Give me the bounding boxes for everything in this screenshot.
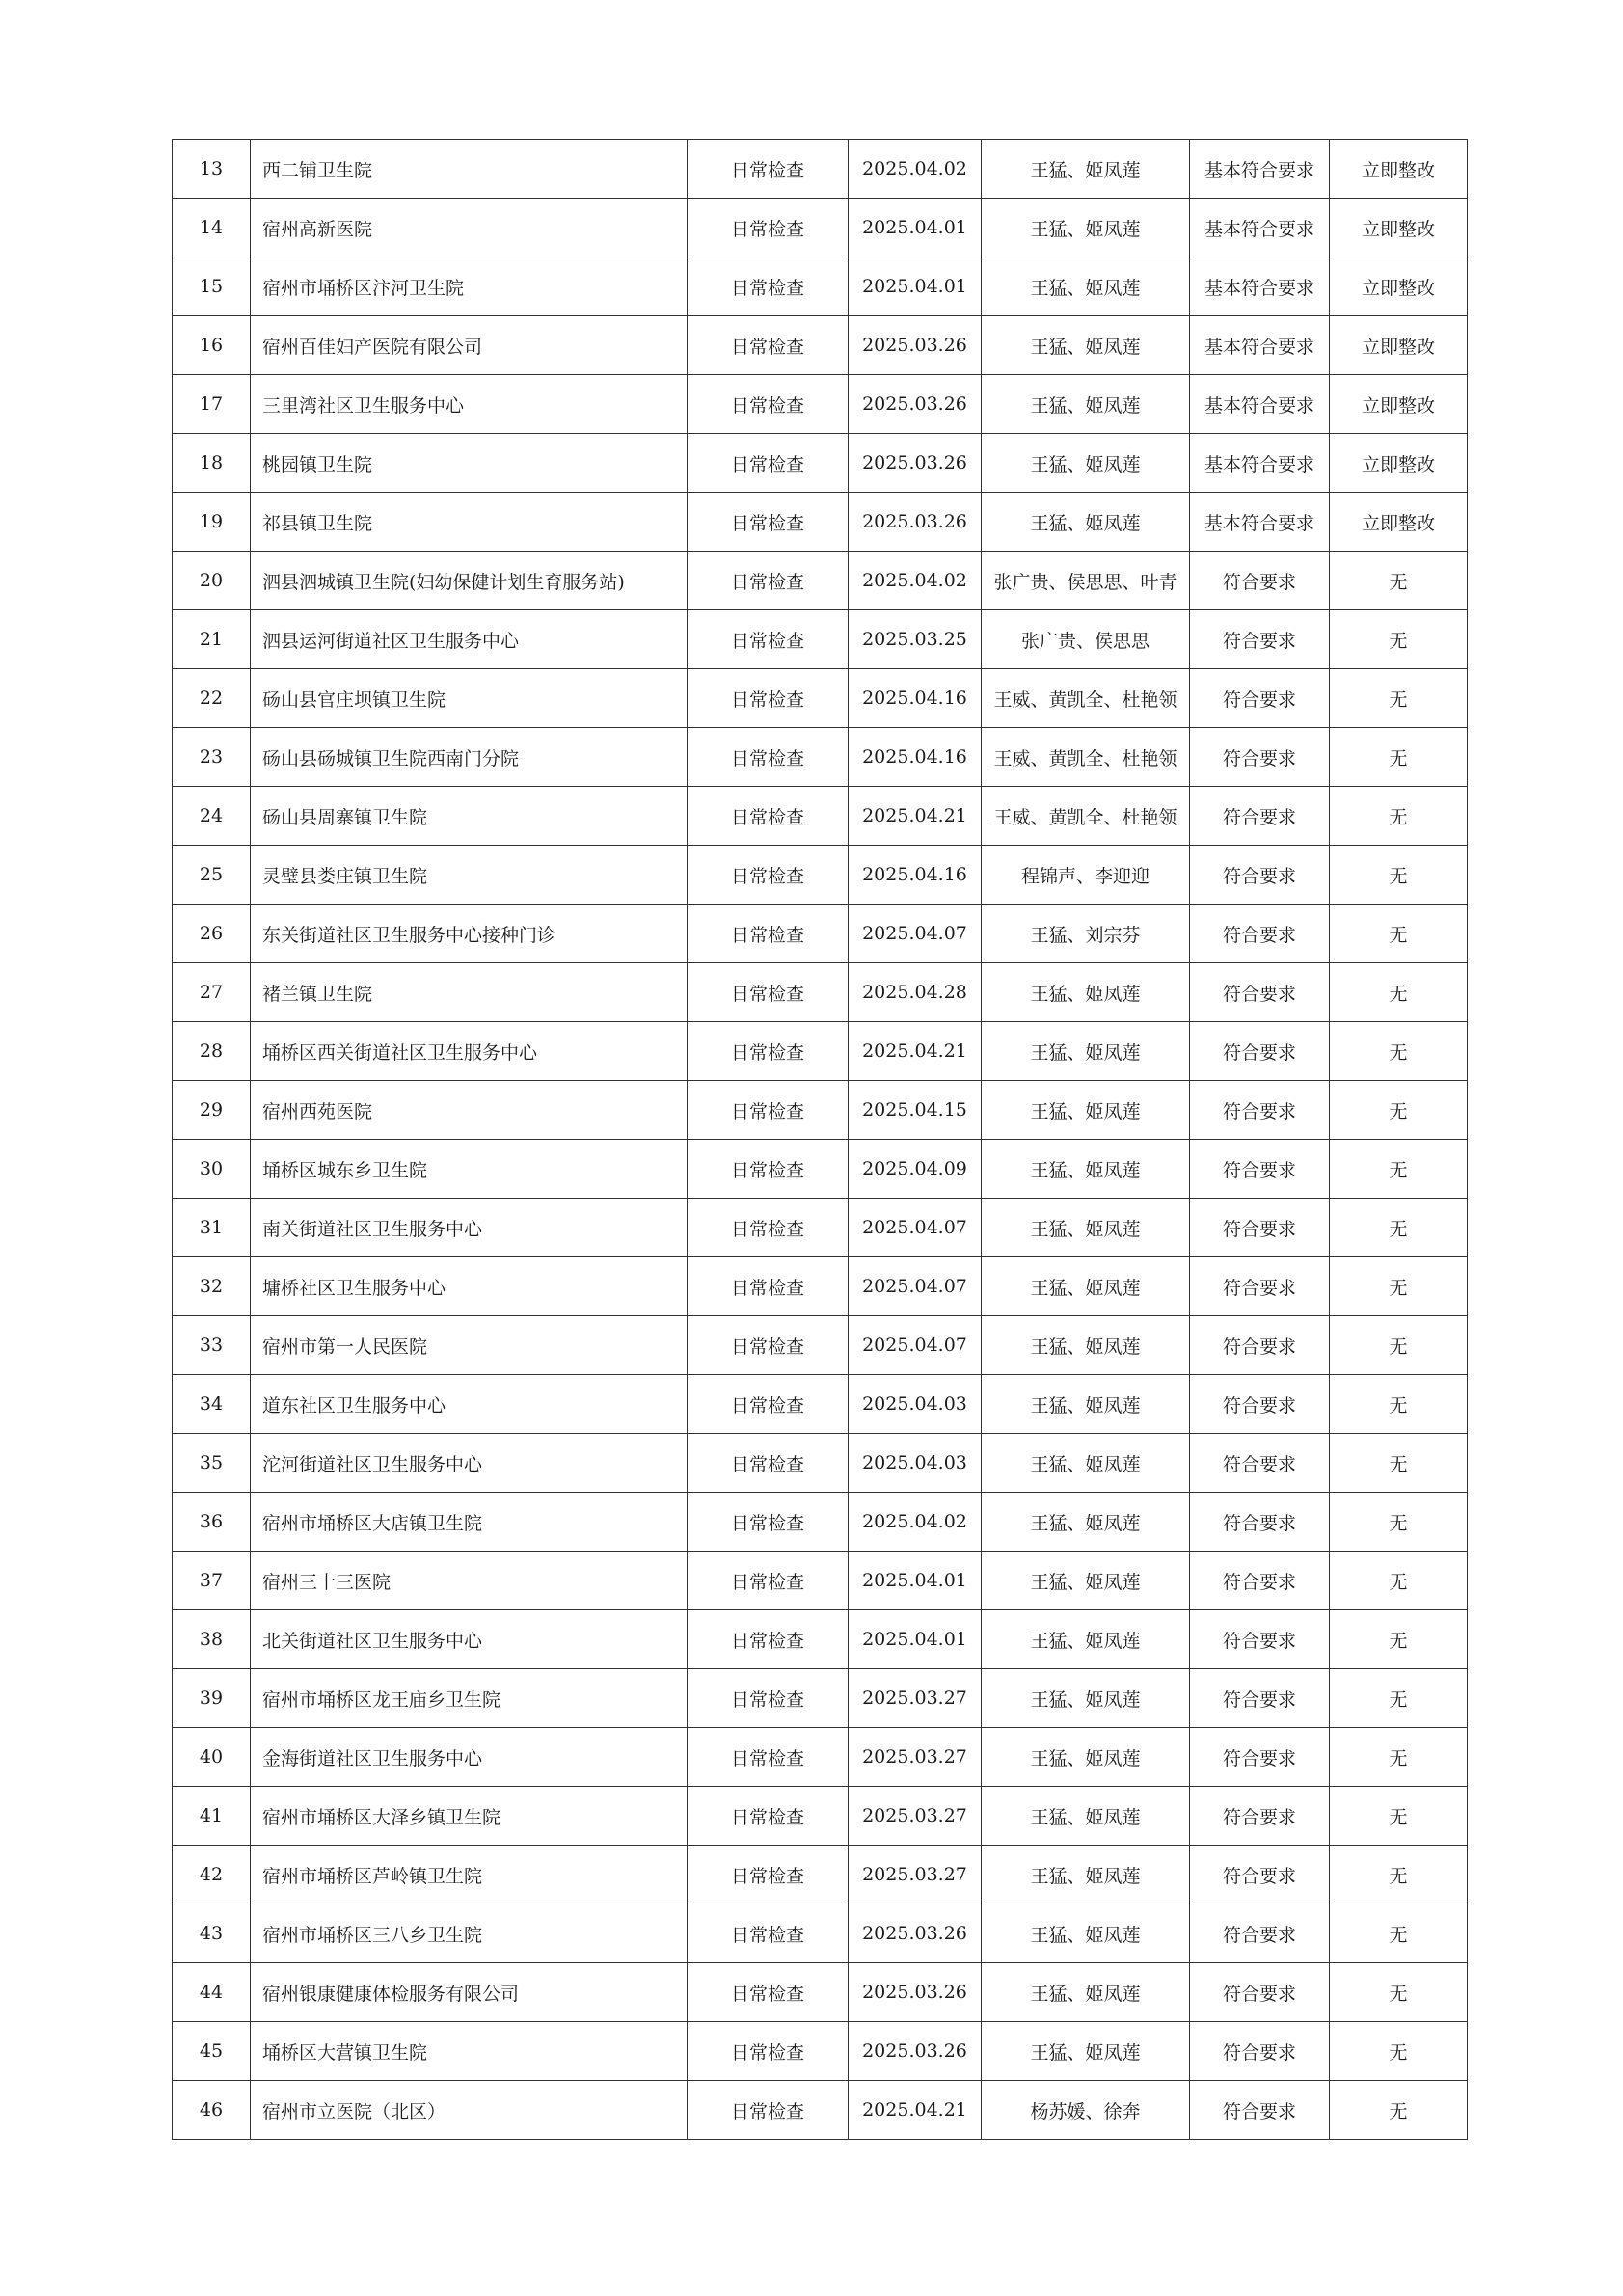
inspectors-cell: 王猛、姬凤莲	[982, 434, 1190, 493]
table-row	[173, 1375, 1468, 1434]
result-cell: 基本符合要求	[1190, 493, 1330, 552]
inspection-type-cell: 日常检查	[688, 375, 849, 434]
row-number-cell: 41	[173, 1787, 251, 1846]
table-row	[173, 787, 1468, 846]
inspection-date-cell: 2025.04.16	[849, 728, 982, 787]
inspection-date-cell: 2025.03.27	[849, 1787, 982, 1846]
institution-name-cell: 南关街道社区卫生服务中心	[251, 1199, 688, 1257]
action-cell: 无	[1330, 552, 1468, 610]
inspection-type-cell: 日常检查	[688, 1787, 849, 1846]
institution-name-cell: 宿州市埇桥区三八乡卫生院	[251, 1904, 688, 1963]
action-cell: 无	[1330, 1140, 1468, 1199]
inspection-type-cell: 日常检查	[688, 1316, 849, 1375]
inspection-date-cell: 2025.04.15	[849, 1081, 982, 1140]
table-row	[173, 1493, 1468, 1552]
inspection-type-cell: 日常检查	[688, 1081, 849, 1140]
inspection-type-cell: 日常检查	[688, 316, 849, 375]
institution-name-cell: 三里湾社区卫生服务中心	[251, 375, 688, 434]
inspectors-cell: 王威、黄凯全、杜艳领	[982, 787, 1190, 846]
inspection-date-cell: 2025.03.27	[849, 1669, 982, 1728]
result-cell: 符合要求	[1190, 2022, 1330, 2081]
table-row	[173, 1140, 1468, 1199]
table-row	[173, 846, 1468, 905]
table-row	[173, 610, 1468, 669]
action-cell: 无	[1330, 1375, 1468, 1434]
row-number-cell: 29	[173, 1081, 251, 1140]
result-cell: 符合要求	[1190, 963, 1330, 1022]
row-number-cell: 44	[173, 1963, 251, 2022]
inspectors-cell: 王猛、姬凤莲	[982, 316, 1190, 375]
result-cell: 符合要求	[1190, 905, 1330, 963]
inspection-type-cell: 日常检查	[688, 1904, 849, 1963]
inspection-date-cell: 2025.04.07	[849, 1316, 982, 1375]
row-number-cell: 18	[173, 434, 251, 493]
action-cell: 无	[1330, 787, 1468, 846]
action-cell: 无	[1330, 1316, 1468, 1375]
institution-name-cell: 宿州西苑医院	[251, 1081, 688, 1140]
inspectors-cell: 王猛、姬凤莲	[982, 1022, 1190, 1081]
institution-name-cell: 宿州市埇桥区汴河卫生院	[251, 257, 688, 316]
institution-name-cell: 宿州百佳妇产医院有限公司	[251, 316, 688, 375]
inspectors-cell: 王猛、姬凤莲	[982, 1846, 1190, 1904]
inspectors-cell: 王猛、姬凤莲	[982, 1493, 1190, 1552]
row-number-cell: 35	[173, 1434, 251, 1493]
inspection-table	[172, 139, 1468, 2140]
action-cell: 无	[1330, 1787, 1468, 1846]
table-row	[173, 1669, 1468, 1728]
row-number-cell: 36	[173, 1493, 251, 1552]
result-cell: 符合要求	[1190, 552, 1330, 610]
inspection-date-cell: 2025.03.26	[849, 493, 982, 552]
institution-name-cell: 宿州市立医院（北区）	[251, 2081, 688, 2140]
action-cell: 无	[1330, 1846, 1468, 1904]
institution-name-cell: 宿州高新医院	[251, 199, 688, 257]
row-number-cell: 22	[173, 669, 251, 728]
inspectors-cell: 王猛、姬凤莲	[982, 375, 1190, 434]
row-number-cell: 37	[173, 1552, 251, 1610]
action-cell: 无	[1330, 1904, 1468, 1963]
inspection-type-cell: 日常检查	[688, 140, 849, 199]
inspection-type-cell: 日常检查	[688, 1257, 849, 1316]
row-number-cell: 43	[173, 1904, 251, 1963]
row-number-cell: 16	[173, 316, 251, 375]
row-number-cell: 14	[173, 199, 251, 257]
action-cell: 无	[1330, 1728, 1468, 1787]
inspectors-cell: 王猛、姬凤莲	[982, 199, 1190, 257]
inspectors-cell: 王猛、姬凤莲	[982, 963, 1190, 1022]
inspection-type-cell: 日常检查	[688, 552, 849, 610]
institution-name-cell: 宿州市第一人民医院	[251, 1316, 688, 1375]
inspection-date-cell: 2025.04.21	[849, 787, 982, 846]
table-body	[173, 140, 1468, 2140]
institution-name-cell: 金海街道社区卫生服务中心	[251, 1728, 688, 1787]
action-cell: 立即整改	[1330, 434, 1468, 493]
action-cell: 无	[1330, 1257, 1468, 1316]
inspectors-cell: 王猛、姬凤莲	[982, 493, 1190, 552]
action-cell: 立即整改	[1330, 316, 1468, 375]
result-cell: 符合要求	[1190, 1140, 1330, 1199]
result-cell: 符合要求	[1190, 1316, 1330, 1375]
inspection-type-cell: 日常检查	[688, 905, 849, 963]
inspection-type-cell: 日常检查	[688, 2022, 849, 2081]
institution-name-cell: 北关街道社区卫生服务中心	[251, 1610, 688, 1669]
inspection-type-cell: 日常检查	[688, 1963, 849, 2022]
inspection-date-cell: 2025.03.26	[849, 1963, 982, 2022]
inspectors-cell: 王猛、姬凤莲	[982, 2022, 1190, 2081]
institution-name-cell: 宿州市埇桥区大店镇卫生院	[251, 1493, 688, 1552]
result-cell: 符合要求	[1190, 787, 1330, 846]
result-cell: 符合要求	[1190, 2081, 1330, 2140]
inspectors-cell: 王猛、姬凤莲	[982, 1728, 1190, 1787]
table-row	[173, 552, 1468, 610]
institution-name-cell: 埇桥区西关街道社区卫生服务中心	[251, 1022, 688, 1081]
institution-name-cell: 灵璧县娄庄镇卫生院	[251, 846, 688, 905]
table-row	[173, 728, 1468, 787]
row-number-cell: 40	[173, 1728, 251, 1787]
row-number-cell: 27	[173, 963, 251, 1022]
table-row	[173, 1434, 1468, 1493]
institution-name-cell: 沱河街道社区卫生服务中心	[251, 1434, 688, 1493]
action-cell: 无	[1330, 1434, 1468, 1493]
row-number-cell: 13	[173, 140, 251, 199]
table-row	[173, 1316, 1468, 1375]
inspection-date-cell: 2025.03.26	[849, 434, 982, 493]
table-row	[173, 963, 1468, 1022]
inspection-date-cell: 2025.03.27	[849, 1728, 982, 1787]
inspection-date-cell: 2025.04.02	[849, 1493, 982, 1552]
inspection-type-cell: 日常检查	[688, 1434, 849, 1493]
inspectors-cell: 王猛、姬凤莲	[982, 1552, 1190, 1610]
action-cell: 无	[1330, 728, 1468, 787]
result-cell: 符合要求	[1190, 1669, 1330, 1728]
action-cell: 立即整改	[1330, 140, 1468, 199]
table-row	[173, 257, 1468, 316]
row-number-cell: 21	[173, 610, 251, 669]
inspection-type-cell: 日常检查	[688, 1846, 849, 1904]
inspection-type-cell: 日常检查	[688, 963, 849, 1022]
action-cell: 无	[1330, 2022, 1468, 2081]
inspection-date-cell: 2025.04.01	[849, 1552, 982, 1610]
table-row	[173, 1787, 1468, 1846]
row-number-cell: 19	[173, 493, 251, 552]
result-cell: 基本符合要求	[1190, 316, 1330, 375]
institution-name-cell: 宿州市埇桥区大泽乡镇卫生院	[251, 1787, 688, 1846]
inspection-type-cell: 日常检查	[688, 728, 849, 787]
inspectors-cell: 王猛、姬凤莲	[982, 1316, 1190, 1375]
inspectors-cell: 王猛、姬凤莲	[982, 257, 1190, 316]
row-number-cell: 30	[173, 1140, 251, 1199]
inspectors-cell: 程锦声、李迎迎	[982, 846, 1190, 905]
result-cell: 符合要求	[1190, 1257, 1330, 1316]
action-cell: 立即整改	[1330, 257, 1468, 316]
action-cell: 无	[1330, 669, 1468, 728]
row-number-cell: 25	[173, 846, 251, 905]
action-cell: 立即整改	[1330, 199, 1468, 257]
result-cell: 符合要求	[1190, 1022, 1330, 1081]
result-cell: 符合要求	[1190, 1552, 1330, 1610]
institution-name-cell: 泗县运河街道社区卫生服务中心	[251, 610, 688, 669]
action-cell: 无	[1330, 1963, 1468, 2022]
table-row	[173, 669, 1468, 728]
action-cell: 无	[1330, 1552, 1468, 1610]
inspection-type-cell: 日常检查	[688, 1199, 849, 1257]
institution-name-cell: 祁县镇卫生院	[251, 493, 688, 552]
inspection-date-cell: 2025.04.01	[849, 1610, 982, 1669]
result-cell: 基本符合要求	[1190, 257, 1330, 316]
inspectors-cell: 王猛、姬凤莲	[982, 1610, 1190, 1669]
institution-name-cell: 宿州市埇桥区芦岭镇卫生院	[251, 1846, 688, 1904]
result-cell: 符合要求	[1190, 669, 1330, 728]
institution-name-cell: 东关街道社区卫生服务中心接种门诊	[251, 905, 688, 963]
table-row	[173, 434, 1468, 493]
action-cell: 无	[1330, 905, 1468, 963]
row-number-cell: 45	[173, 2022, 251, 2081]
result-cell: 基本符合要求	[1190, 199, 1330, 257]
institution-name-cell: 宿州银康健康体检服务有限公司	[251, 1963, 688, 2022]
table-row	[173, 1846, 1468, 1904]
inspection-date-cell: 2025.04.16	[849, 846, 982, 905]
action-cell: 无	[1330, 846, 1468, 905]
action-cell: 无	[1330, 963, 1468, 1022]
action-cell: 立即整改	[1330, 493, 1468, 552]
result-cell: 符合要求	[1190, 1493, 1330, 1552]
row-number-cell: 23	[173, 728, 251, 787]
inspection-date-cell: 2025.04.03	[849, 1375, 982, 1434]
row-number-cell: 26	[173, 905, 251, 963]
inspection-date-cell: 2025.04.16	[849, 669, 982, 728]
inspection-date-cell: 2025.04.21	[849, 1022, 982, 1081]
inspection-date-cell: 2025.04.21	[849, 2081, 982, 2140]
table-row	[173, 1904, 1468, 1963]
institution-name-cell: 桃园镇卫生院	[251, 434, 688, 493]
institution-name-cell: 砀山县砀城镇卫生院西南门分院	[251, 728, 688, 787]
inspectors-cell: 王猛、姬凤莲	[982, 1081, 1190, 1140]
inspectors-cell: 王猛、姬凤莲	[982, 140, 1190, 199]
inspectors-cell: 王猛、姬凤莲	[982, 1375, 1190, 1434]
inspectors-cell: 王猛、姬凤莲	[982, 1257, 1190, 1316]
row-number-cell: 33	[173, 1316, 251, 1375]
inspection-date-cell: 2025.04.02	[849, 140, 982, 199]
inspection-type-cell: 日常检查	[688, 434, 849, 493]
inspection-date-cell: 2025.04.09	[849, 1140, 982, 1199]
institution-name-cell: 宿州三十三医院	[251, 1552, 688, 1610]
inspectors-cell: 张广贵、侯思思、叶青	[982, 552, 1190, 610]
inspection-type-cell: 日常检查	[688, 610, 849, 669]
table-row	[173, 140, 1468, 199]
inspection-type-cell: 日常检查	[688, 199, 849, 257]
institution-name-cell: 墉桥社区卫生服务中心	[251, 1257, 688, 1316]
inspection-type-cell: 日常检查	[688, 257, 849, 316]
inspectors-cell: 张广贵、侯思思	[982, 610, 1190, 669]
inspection-date-cell: 2025.04.03	[849, 1434, 982, 1493]
inspectors-cell: 王猛、刘宗芬	[982, 905, 1190, 963]
inspection-type-cell: 日常检查	[688, 493, 849, 552]
row-number-cell: 46	[173, 2081, 251, 2140]
table-row	[173, 2081, 1468, 2140]
inspection-type-cell: 日常检查	[688, 1669, 849, 1728]
table-row	[173, 2022, 1468, 2081]
result-cell: 基本符合要求	[1190, 375, 1330, 434]
row-number-cell: 39	[173, 1669, 251, 1728]
row-number-cell: 15	[173, 257, 251, 316]
inspection-type-cell: 日常检查	[688, 669, 849, 728]
inspection-date-cell: 2025.04.01	[849, 199, 982, 257]
institution-name-cell: 褚兰镇卫生院	[251, 963, 688, 1022]
row-number-cell: 34	[173, 1375, 251, 1434]
inspection-date-cell: 2025.03.26	[849, 316, 982, 375]
row-number-cell: 17	[173, 375, 251, 434]
inspection-type-cell: 日常检查	[688, 1140, 849, 1199]
result-cell: 符合要求	[1190, 1846, 1330, 1904]
inspection-type-cell: 日常检查	[688, 1728, 849, 1787]
action-cell: 无	[1330, 1022, 1468, 1081]
inspectors-cell: 王猛、姬凤莲	[982, 1140, 1190, 1199]
inspection-date-cell: 2025.03.26	[849, 2022, 982, 2081]
inspectors-cell: 王猛、姬凤莲	[982, 1787, 1190, 1846]
institution-name-cell: 砀山县周寨镇卫生院	[251, 787, 688, 846]
inspection-date-cell: 2025.04.02	[849, 552, 982, 610]
action-cell: 无	[1330, 1081, 1468, 1140]
inspection-type-cell: 日常检查	[688, 787, 849, 846]
inspectors-cell: 王猛、姬凤莲	[982, 1434, 1190, 1493]
row-number-cell: 24	[173, 787, 251, 846]
table-row	[173, 316, 1468, 375]
result-cell: 符合要求	[1190, 846, 1330, 905]
table-row	[173, 199, 1468, 257]
action-cell: 无	[1330, 610, 1468, 669]
inspection-date-cell: 2025.04.01	[849, 257, 982, 316]
result-cell: 符合要求	[1190, 1434, 1330, 1493]
inspection-date-cell: 2025.03.26	[849, 1904, 982, 1963]
inspection-type-cell: 日常检查	[688, 2081, 849, 2140]
inspectors-cell: 王威、黄凯全、杜艳领	[982, 728, 1190, 787]
table-row	[173, 1610, 1468, 1669]
inspection-type-cell: 日常检查	[688, 1552, 849, 1610]
inspection-type-cell: 日常检查	[688, 1493, 849, 1552]
inspection-date-cell: 2025.03.26	[849, 375, 982, 434]
institution-name-cell: 宿州市埇桥区龙王庙乡卫生院	[251, 1669, 688, 1728]
institution-name-cell: 西二铺卫生院	[251, 140, 688, 199]
inspection-type-cell: 日常检查	[688, 1022, 849, 1081]
result-cell: 基本符合要求	[1190, 434, 1330, 493]
row-number-cell: 42	[173, 1846, 251, 1904]
result-cell: 符合要求	[1190, 1081, 1330, 1140]
action-cell: 无	[1330, 1669, 1468, 1728]
table-row	[173, 1552, 1468, 1610]
result-cell: 符合要求	[1190, 1963, 1330, 2022]
institution-name-cell: 砀山县官庄坝镇卫生院	[251, 669, 688, 728]
result-cell: 符合要求	[1190, 1610, 1330, 1669]
inspectors-cell: 王猛、姬凤莲	[982, 1199, 1190, 1257]
inspectors-cell: 杨苏媛、徐奔	[982, 2081, 1190, 2140]
table-row	[173, 1728, 1468, 1787]
result-cell: 基本符合要求	[1190, 140, 1330, 199]
inspection-date-cell: 2025.04.07	[849, 1199, 982, 1257]
action-cell: 立即整改	[1330, 375, 1468, 434]
row-number-cell: 32	[173, 1257, 251, 1316]
inspection-type-cell: 日常检查	[688, 1610, 849, 1669]
action-cell: 无	[1330, 1610, 1468, 1669]
inspection-date-cell: 2025.03.27	[849, 1846, 982, 1904]
result-cell: 符合要求	[1190, 1375, 1330, 1434]
action-cell: 无	[1330, 2081, 1468, 2140]
inspection-type-cell: 日常检查	[688, 1375, 849, 1434]
result-cell: 符合要求	[1190, 728, 1330, 787]
result-cell: 符合要求	[1190, 1787, 1330, 1846]
inspection-type-cell: 日常检查	[688, 846, 849, 905]
table-row	[173, 905, 1468, 963]
result-cell: 符合要求	[1190, 1904, 1330, 1963]
result-cell: 符合要求	[1190, 1199, 1330, 1257]
institution-name-cell: 埇桥区大营镇卫生院	[251, 2022, 688, 2081]
inspection-date-cell: 2025.04.07	[849, 1257, 982, 1316]
institution-name-cell: 泗县泗城镇卫生院(妇幼保健计划生育服务站)	[251, 552, 688, 610]
inspectors-cell: 王猛、姬凤莲	[982, 1963, 1190, 2022]
table-row	[173, 1081, 1468, 1140]
inspection-date-cell: 2025.04.07	[849, 905, 982, 963]
table-row	[173, 1199, 1468, 1257]
table-row	[173, 493, 1468, 552]
inspectors-cell: 王猛、姬凤莲	[982, 1904, 1190, 1963]
row-number-cell: 31	[173, 1199, 251, 1257]
institution-name-cell: 道东社区卫生服务中心	[251, 1375, 688, 1434]
row-number-cell: 38	[173, 1610, 251, 1669]
row-number-cell: 20	[173, 552, 251, 610]
inspectors-cell: 王猛、姬凤莲	[982, 1669, 1190, 1728]
table-row	[173, 1257, 1468, 1316]
table-row	[173, 375, 1468, 434]
result-cell: 符合要求	[1190, 1728, 1330, 1787]
inspectors-cell: 王威、黄凯全、杜艳领	[982, 669, 1190, 728]
action-cell: 无	[1330, 1493, 1468, 1552]
result-cell: 符合要求	[1190, 610, 1330, 669]
table-row	[173, 1963, 1468, 2022]
row-number-cell: 28	[173, 1022, 251, 1081]
action-cell: 无	[1330, 1199, 1468, 1257]
inspection-date-cell: 2025.03.25	[849, 610, 982, 669]
inspection-date-cell: 2025.04.28	[849, 963, 982, 1022]
table-row	[173, 1022, 1468, 1081]
institution-name-cell: 埇桥区城东乡卫生院	[251, 1140, 688, 1199]
